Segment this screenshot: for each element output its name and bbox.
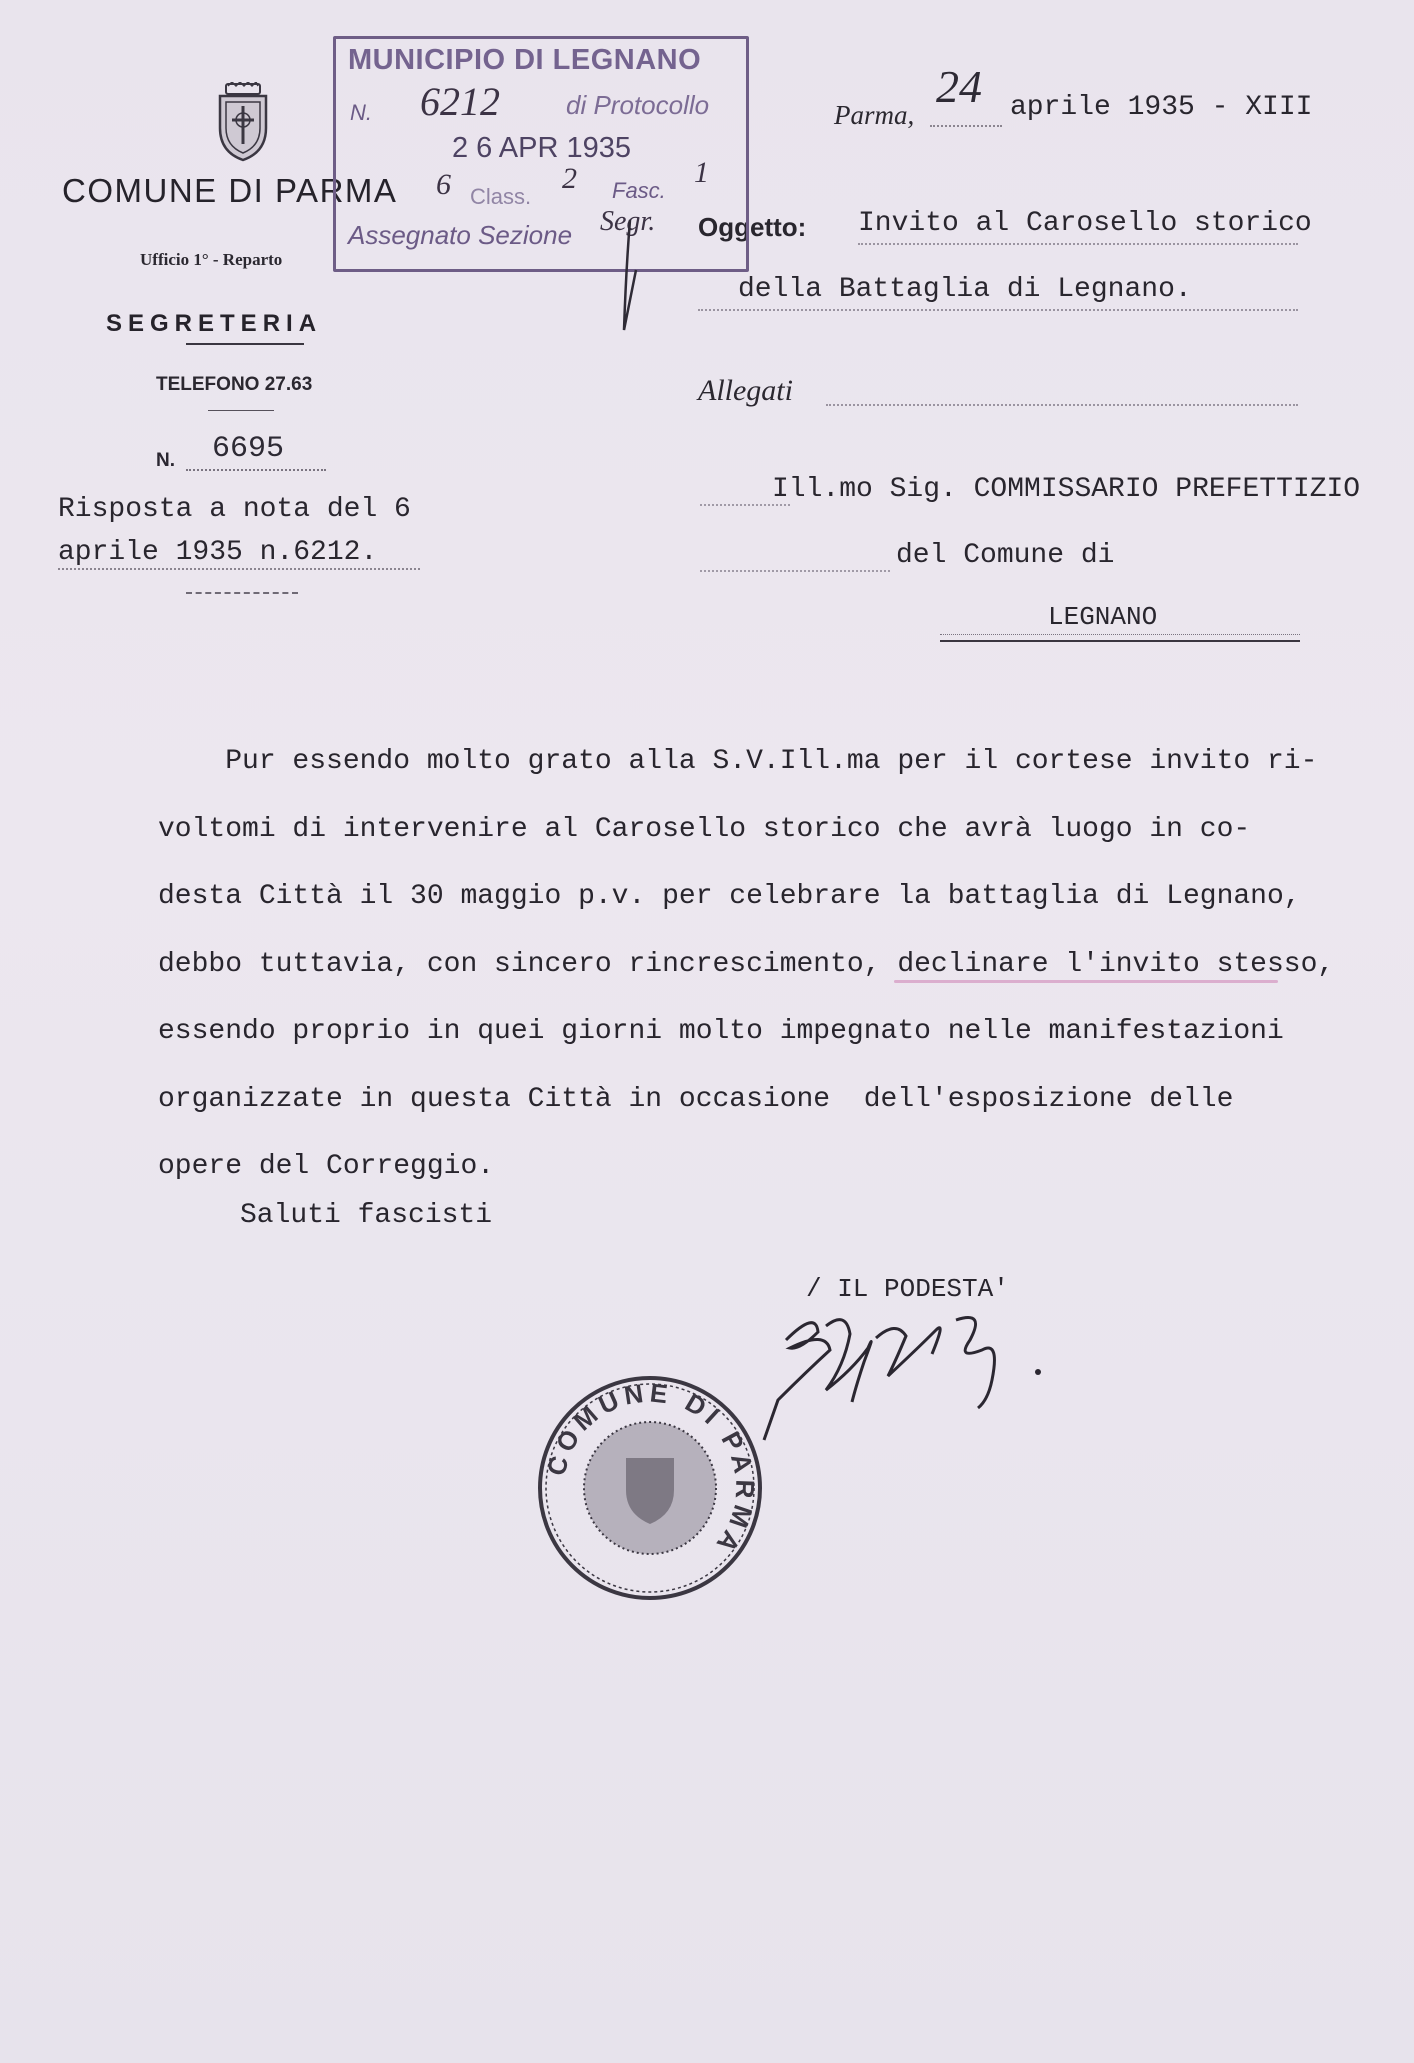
telefono-label: TELEFONO 27.63 xyxy=(156,374,313,395)
addressee-line-2: del Comune di xyxy=(896,540,1115,571)
numero-label: N. xyxy=(156,450,175,471)
stamp-n-label: N. xyxy=(350,100,372,125)
stamp-n-value: 6212 xyxy=(420,79,500,124)
segreteria-heading: SEGRETERIA xyxy=(106,310,323,337)
risposta-dots xyxy=(58,568,420,570)
date-dots xyxy=(930,125,1002,127)
svg-text:COMUNE DI PARMA: COMUNE DI PARMA xyxy=(540,1377,761,1562)
oggetto-line-2: della Battaglia di Legnano. xyxy=(738,274,1192,305)
date-text: aprile 1935 - XIII xyxy=(1010,92,1313,123)
pen-stroke-icon xyxy=(600,210,680,340)
risposta-note: Risposta a nota del 6 aprile 1935 n.6212. xyxy=(58,494,411,568)
numero-dots xyxy=(186,469,326,471)
signatory-title: / IL PODESTA' xyxy=(806,1274,1009,1304)
stamp-fasc-label: Fasc. xyxy=(612,178,666,203)
ufficio-label: Ufficio 1° - Reparto xyxy=(140,250,283,269)
crest-icon xyxy=(212,82,274,162)
date-day-handwritten: 24 xyxy=(936,61,982,112)
signature-icon xyxy=(756,1290,1056,1450)
closing: Saluti fascisti xyxy=(240,1200,493,1231)
numero-value: 6695 xyxy=(212,432,285,466)
stamp-title: MUNICIPIO DI LEGNANO xyxy=(348,44,702,76)
telefono-rule xyxy=(208,410,274,411)
comune-heading: COMUNE DI PARMA xyxy=(62,172,398,209)
risposta-rule xyxy=(186,592,298,594)
oggetto-label: Oggetto: xyxy=(698,212,807,242)
addressee-line-3: LEGNANO xyxy=(1048,602,1158,632)
segreteria-rule xyxy=(186,343,304,345)
addressee-line-1: Ill.mo Sig. COMMISSARIO PREFETTIZIO xyxy=(772,474,1361,505)
seal-icon xyxy=(536,1374,764,1602)
stamp-classe-label: Class. xyxy=(470,184,532,209)
oggetto-dots-1 xyxy=(858,243,1298,245)
stamp-sezione-value: Segr. xyxy=(600,206,656,237)
allegati-label: Allegati xyxy=(698,374,793,407)
addressee-rule xyxy=(940,640,1300,642)
addressee-dots-2 xyxy=(700,570,890,572)
stamp-sezione-label: Assegnato Sezione xyxy=(348,220,573,250)
date-place: Parma, xyxy=(834,100,915,130)
stamp-fasc-value: 1 xyxy=(694,156,709,189)
stamp-date: 2 6 APR 1935 xyxy=(452,132,631,164)
oggetto-line-1: Invito al Carosello storico xyxy=(858,208,1312,239)
stamp-protocollo: di Protocollo xyxy=(566,90,710,120)
stamp-categoria-value: 2 xyxy=(562,162,577,195)
addressee-dotted-rule xyxy=(940,634,1300,635)
letter-body: Pur essendo molto grato alla S.V.Ill.ma per il cortese invito ri- voltomi di intervenire al Carosello storico che avrà luogo in co- desta Città il 30 maggio p.v. per celebrare la battaglia di Legnano, debbo tuttavia, con sincero rincrescimento, declinare l'invito stesso, essendo proprio in quei giorni molto impegnato nelle manifestazioni organizzate in questa Città in occasione dell'esposizione delle opere del Correggio. xyxy=(158,746,1335,1182)
oggetto-dots-2 xyxy=(698,309,1298,311)
stamp-classe-value: 6 xyxy=(436,168,451,201)
allegati-dots xyxy=(826,404,1298,406)
